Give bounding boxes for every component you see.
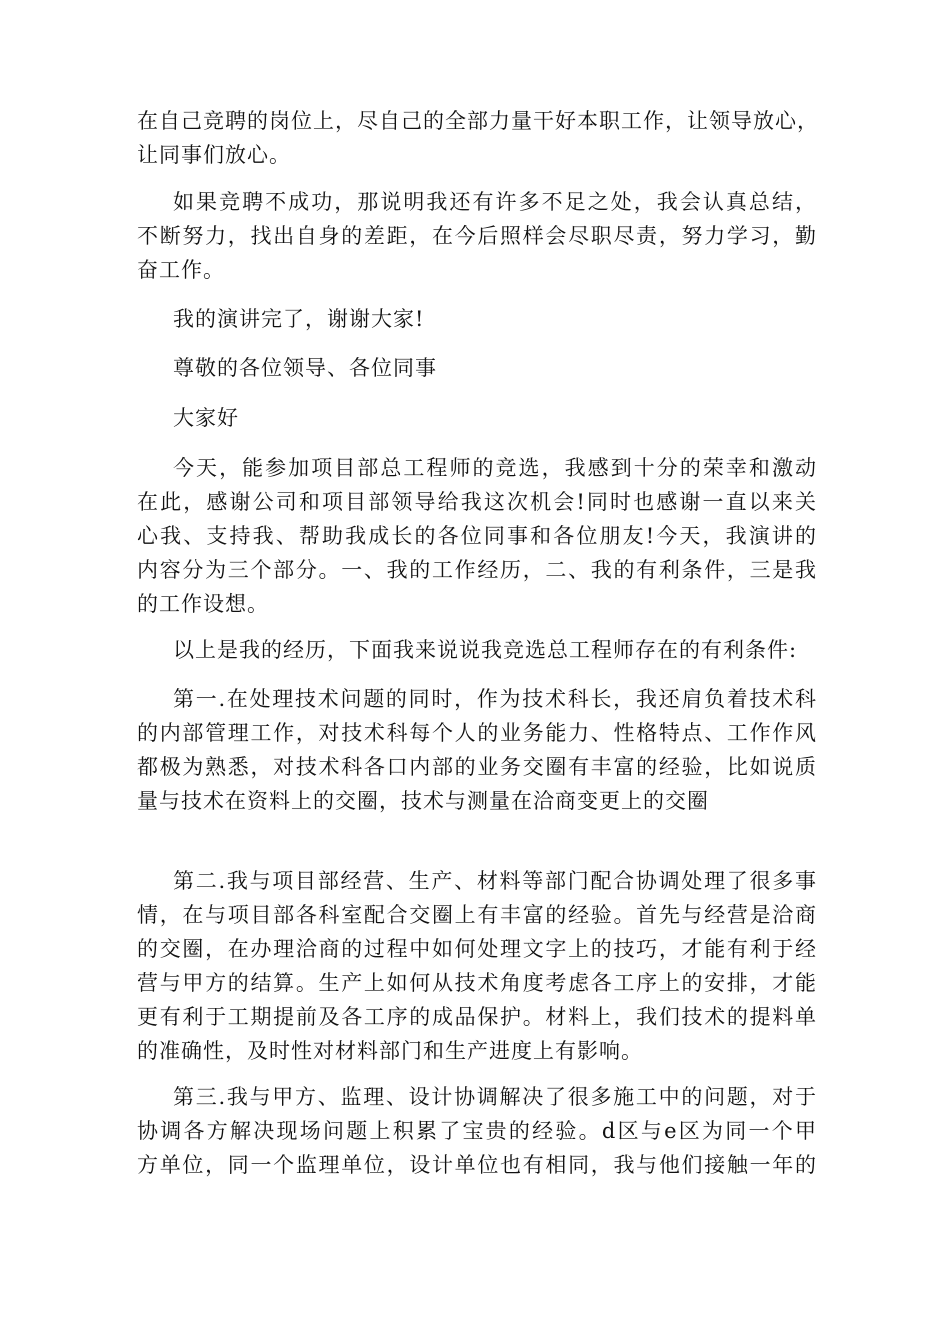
text-line: 大家好 [173, 406, 239, 430]
paragraph-5 [137, 401, 817, 435]
text-line: 第三.我与甲方、监理、设计协调解决了很多施工中的问题，对于 [173, 1085, 817, 1109]
text-line: 营与甲方的结算。生产上如何从技术角度考虑各工序上的安排，才能 [137, 971, 817, 995]
text-line: 量与技术在资料上的交圈，技术与测量在洽商变更上的交圈 [137, 789, 709, 813]
text-line: 的内部管理工作，对技术科每个人的业务能力、性格特点、工作作风 [137, 721, 817, 745]
text-line: 情，在与项目部各科室配合交圈上有丰富的经验。首先与经营是洽商 [137, 903, 817, 927]
paragraph-4 [137, 351, 817, 385]
paragraph-10 [137, 1080, 817, 1182]
text-line: 不断努力，找出自身的差距，在今后照样会尽职尽责，努力学习，勤 [137, 224, 817, 248]
text-line: 尊敬的各位领导、各位同事 [173, 356, 437, 380]
paragraph-6 [137, 451, 817, 621]
text-line: 都极为熟悉，对技术科各口内部的业务交圈有丰富的经验，比如说质 [137, 755, 817, 779]
paragraph-8 [137, 682, 817, 818]
text-line: 今天，能参加项目部总工程师的竞选，我感到十分的荣幸和激动 [173, 456, 817, 480]
text-line: 心我、支持我、帮助我成长的各位同事和各位朋友!今天，我演讲的 [137, 524, 817, 548]
text-line: 我的演讲完了，谢谢大家! [173, 307, 425, 331]
paragraph-9 [137, 864, 817, 1068]
text-line: 在自己竞聘的岗位上，尽自己的全部力量干好本职工作，让领导放心， [137, 109, 819, 133]
text-line: 的工作设想。 [137, 592, 269, 616]
text-line: 的准确性，及时性对材料部门和生产进度上有影响。 [137, 1039, 643, 1063]
text-line: 如果竞聘不成功，那说明我还有许多不足之处，我会认真总结， [173, 190, 817, 214]
text-line: 以上是我的经历，下面我来说说我竞选总工程师存在的有利条件: [173, 638, 798, 662]
text-line: 第一.在处理技术问题的同时，作为技术科长，我还肩负着技术科 [173, 687, 817, 711]
paragraph-2 [137, 185, 817, 287]
text-line: 奋工作。 [137, 258, 225, 282]
text-line: 内容分为三个部分。一、我的工作经历，二、我的有利条件，三是我 [137, 558, 817, 582]
paragraph-3 [137, 302, 817, 336]
paragraph-1 [137, 104, 817, 172]
text-line: 在此，感谢公司和项目部领导给我这次机会!同时也感谢一直以来关 [137, 490, 817, 514]
text-line: 的交圈，在办理洽商的过程中如何处理文字上的技巧，才能有利于经 [137, 937, 817, 961]
text-line: 让同事们放心。 [137, 143, 291, 167]
text-line: 协调各方解决现场问题上积累了宝贵的经验。d区与e区为同一个甲 [137, 1119, 817, 1143]
text-line: 第二.我与项目部经营、生产、材料等部门配合协调处理了很多事 [173, 869, 817, 893]
paragraph-7 [137, 633, 817, 667]
text-line: 方单位，同一个监理单位，设计单位也有相同，我与他们接触一年的 [137, 1153, 817, 1177]
text-line: 更有利于工期提前及各工序的成品保护。材料上，我们技术的提料单 [137, 1005, 817, 1029]
